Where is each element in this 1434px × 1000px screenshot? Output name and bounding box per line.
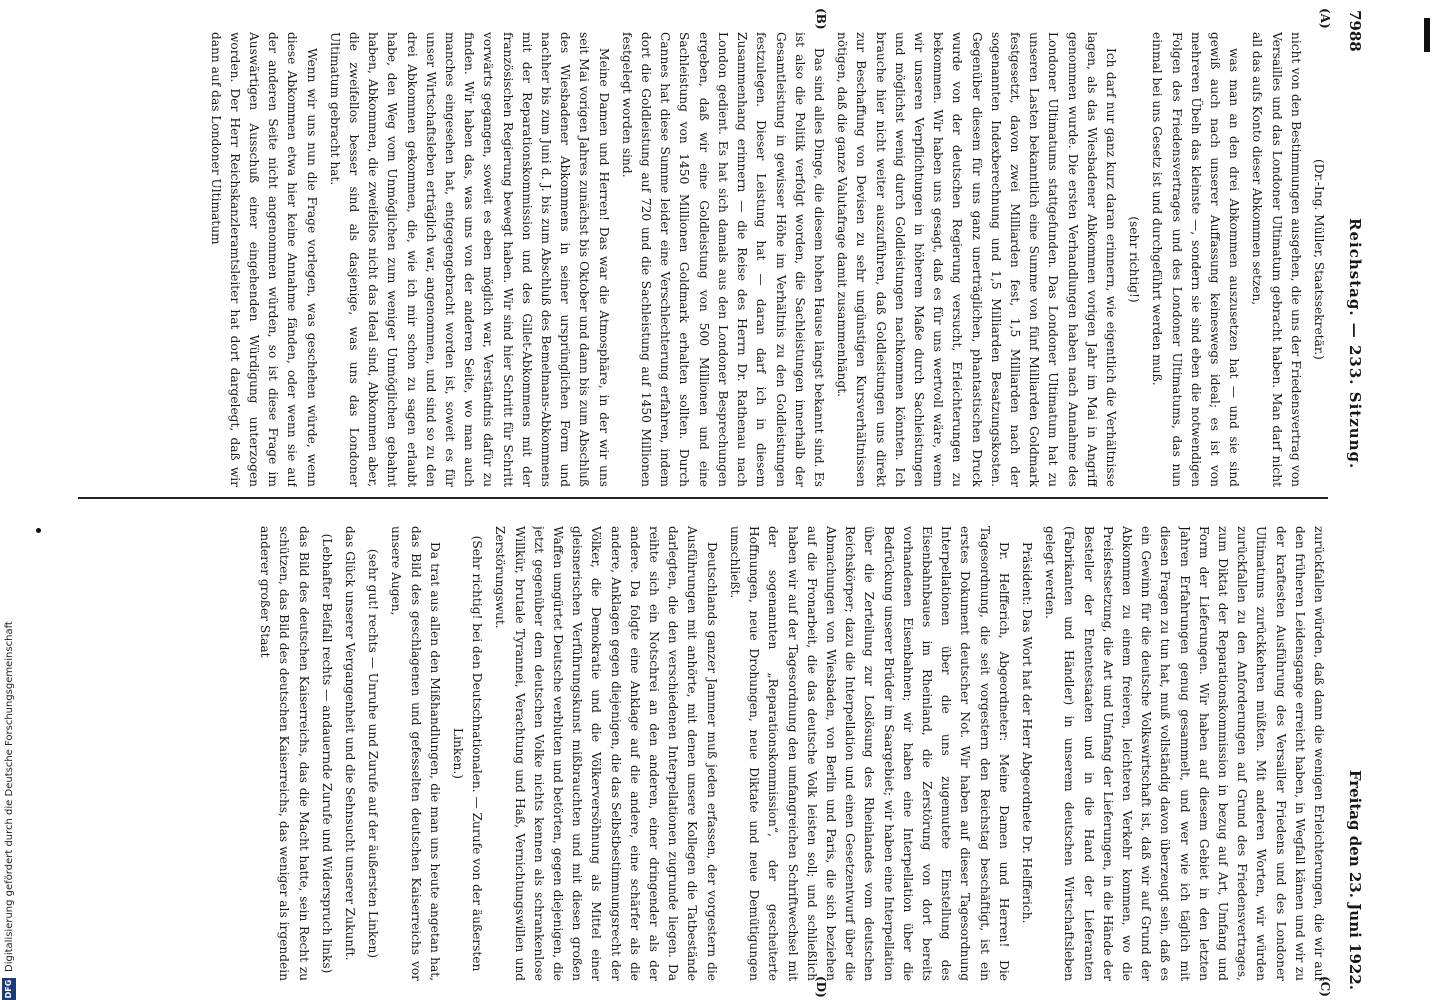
interjection: (Lebhafter Beifall rechts — andauernde Zurufe und Widerspruch links) <box>319 533 334 974</box>
paragraph: nicht von den Bestimmungen ausgehen, die uns der Friedensvertrag von Versailles und das Londoner Ultimatum gebracht haben. Man darf nicht all das aufs Konto dieser Abkommen setzen, <box>1250 32 1303 487</box>
paragraph: Dr. Helfferich, Abgeordneter: Meine Damen und Herren! Die Tagesordnung, die seit vorgestern den Reichstag beschäftigt, ist ein erstes Dokument deutscher Not. Wir haben auf dieser Tagesordnung Interpellationen über die uns zugemutete Einstellung des Eisenbahnbaues im Rheinland, die Zerstörung von dort bereits vorhandenen Eisenbahnen; wir haben eine Interpellation über die Bedrückung unserer Brüder im Saargebiet; wir haben eine Interpellation über die Zerteilung zur Loslösung des Rheinlandes vom deutschen Reichskörper; dazu die Interpellation und einen Gesetzentwurf über die Abmachungen von Wiesbaden, von Berlin und Paris, die sich beziehen auf die Fronarbeit, die das deutsche Volk leisten soll; und schließlich haben wir auf der Tagesordnung den umfangreichen Schriftwechsel mit der sogenannten „Reparationskommission“, der gescheiterte Hoffnungen, neue Drohungen, neue Diktate und neue Demütigungen umschließt. <box>727 526 1011 981</box>
paragraph: was man an den drei Abkommen auszusetzen hat — und sie sind gewiß auch nach unserer Auffassung keineswegs ideal; es ist von mehreren Übeln das kleinste —, sondern sie sind eben die notwendigen Folgen des Friedensvertrages und des Londoner Ultimatums, das nun einmal bei uns Gesetz ist und durchgeführt werden muß. <box>1150 32 1242 487</box>
margin-marker-b: (B) <box>814 8 828 30</box>
paragraph: Das sind alles Dinge, die diesem hohen Hause längst bekannt sind. Es ist also die Politik verfolgt worden, die Sachleistungen innerhalb der Gesamtleistung in gewisser Höhe im Verhältnis zu den Goldleistungen festzulegen. Dieser Leistung hat — daran darf ich in diesem Zusammenhang erinnern — die Reise des Herrn Dr. Rathenau nach London gedient. Es hat sich damals aus den Londoner Besprechungen ergeben, daß wir eine Goldleistung von 500 Millionen und eine Sachleistung von 1450 Millionen Goldmark erhalten sollten. Durch Cannes hat diese Summe leider eine Verschlechterung erfahren, indem dort die Goldleistung auf 720 und die Sachleistung auf 1450 Millionen festgelegt worden sind. <box>619 32 826 487</box>
scan-edge-mark <box>1424 18 1430 52</box>
page-header <box>1340 8 1368 998</box>
interjection: (sehr richtig!) <box>1127 216 1142 303</box>
speaker-tag: (Dr.-Ing. Müller, Staatssekretär.) <box>1312 159 1326 360</box>
dfg-logo: DFG <box>2 978 16 1000</box>
paragraph: Ich darf nur ganz kurz daran erinnern, wie eigentlich die Verhältnisse lagen, als das Wiesbadener Abkommen vorigen Jahr im Mai in Angriff genommen wurde. Die ersten Verhandlungen haben nach Annahme des Londoner Ultimatums stattgefunden. Das Londoner Ultimatum hat zu unseren Lasten bekanntlich eine Summe von fünf Milliarden Goldmark festgesetzt, davon zwei Milliarden fest, 1,5 Milliarden nach der sogenannten Indexberechnung und 1,5 Milliarden Besatzungskosten. Gegenüber diesem für uns ganz unerträglichen, phantastischen Druck wurde von der deutschen Regierung versucht, Erleichterungen zu bekommen. Wir haben uns gesagt, daß es für uns wertvoll wäre, wenn wir unseren Verpflichtungen in höherem Maße durch Sachleistungen und möglichst wenig durch Goldleistungen nachkommen könnten. Ich brauche hier nicht weiter auszuführen, daß Goldleistungen uns direkt zur Beschaffung von Devisen zu sehr ungünstigen Kursverhältnissen nötigen, daß die ganze Valutafrage damit zusammenhängt. <box>835 32 1118 487</box>
interjection: (Sehr richtig! bei den Deutschnationalen. — Zurufe von der äußersten Linken.) <box>451 535 485 972</box>
scan-dot <box>36 528 41 533</box>
interjection: (sehr gut! rechts — Unruhe und Zurufe auf der äußersten Linken) <box>366 548 381 959</box>
right-column <box>68 526 1328 981</box>
paragraph: Meine Damen und Herren! Das war die Atmosphäre, in der wir uns seit Mai vorigen Jahres zunächst bis Oktober und dann bis zum Abschluß des Wiesbadener Abkommens in seiner ursprünglichen Form und nachher bis zum Juni d. J. bis zum Abschluß des Bemelmans-Abkommens mit der Reparationskommission und des Gillet-Abkommens mit der französischen Regierung bewegt haben. Wir sind hier Schritt für Schritt vorwärts gegangen, soweit es eben möglich war, Verständnis dafür zu finden. Wir haben das, was uns von der anderen Seite, wo man auch manches eingesehen hat, entgegengebracht worden ist, soweit es für unser Wirtschaftsleben erträglich war, angenommen, und sind so zu den drei Abkommen gekommen, die, wie ich mir schon zu sagen erlaubt habe, den Weg vom Unmöglichen zum weniger Unmöglichen gebahnt haben, Abkommen, die zweifellos nicht das Ideal sind, Abkommen aber, die zweifellos besser sind als dasjenige, was uns das Londoner Ultimatum gebracht hat. <box>327 32 611 487</box>
margin-marker-d: (D) <box>814 976 828 998</box>
margin-marker-a: (A) <box>1318 8 1332 29</box>
column-divider <box>78 497 1328 499</box>
margin-marker-c: (C) <box>1318 976 1332 997</box>
paragraph: das Bild des deutschen Kaiserreichs, das die Macht hatte, sein Recht zu schützen, das Bild des deutschen Kaiserreichs, das weniger als irgendein anderer großer Staat <box>258 526 311 981</box>
footer-text: Digitalisierung gefördert durch die Deutsche Forschungsgemeinschaft <box>3 621 15 972</box>
paragraph: Deutschlands ganzer Jammer muß jeden erfassen, der vorgestern die Ausführungen mit anhörte, mit denen unsere Kollegen die Tatbestände darlegten, die den verschiedenen Interpellationen zugrunde liegen. Da reihte sich ein Notschrei an den anderen, einer dringender als der andere. Da folgte eine Anklage auf die andere, eine schärfer als die andere, Anklagen gegen diejenigen, die das Selbstbestimmungsrecht der Völker, die Demokratie und die Völkerversöhnung als Mittel einer gleisnerischen Verführungskunst mißbrauchten und mit diesen großen Waffen umgürtet Deutsche verbluten und betörten, gegen diejenigen, die jetzt gegenüber dem deutschen Volke nichts kennen als schrankenlose Willkür, brutale Tyrannei, Verachtung und Haß, Vernichtungswillen und Zerstörungswut. <box>493 526 719 981</box>
footer-credit <box>2 5 16 1000</box>
page-date: Freitag den 23. Juni 1922. <box>1346 769 1364 990</box>
paragraph: das Glück unserer Vergangenheit und die Sehnsucht unserer Zukunft. <box>343 526 358 961</box>
left-column <box>68 32 1328 487</box>
paragraph: Wenn wir uns nun die Frage vorlegen, was geschehen würde, wenn diese Abkommen etwa hier keine Annahme fänden, oder wenn sie auf der anderen Seite nicht angenommen würden, so ist diese Frage im Auswärtigen Ausschuß einer eingehenden Würdigung unterzogen worden. Der Herr Reichskanzleramtsleiter hat dort dargelegt, daß wir dann auf das Londoner Ultimatum <box>208 32 319 487</box>
president-line: Präsident: Das Wort hat der Herr Abgeordnete Dr. Helfferich. <box>1019 542 1034 924</box>
page-title: Reichstag. — 233. Sitzung. <box>1346 218 1364 470</box>
document-page <box>58 8 1368 998</box>
paragraph: zurückfallen würden, daß dann die wenigen Erleichterungen, die wir auf den früheren Leidensgange erreicht haben, in Wegfall kämen und wir zu der kraftesten Ausführung des Versailler Friedens und des Londoner Ultimatums zurückkehren müßten. Mit anderen Worten, wir würden zurückfallen zu den Anforderungen auf Grund des Friedensvertrages, zum Diktat der Reparationskommission in bezug auf Art, Umfang und Form der Lieferungen. Wir haben auf diesem Gebiet in den letzten Jahren Erfahrungen genug gesammelt, und wer wie ich täglich mit diesen Fragen zu tun hat, muß vollständig davon überzeugt sein, daß es ein Gewinn für die deutsche Volkswirtschaft ist, daß wir auf Grund der Abkommen zu einem freieren, leichteren Verkehr kommen, wo die Preisfestsetzung, die Art und Umfang der Lieferungen, in die Hände der Besteller der Ententestaaten und in die Hand der Lieferanten (Fabrikanten und Händler) in unserem deutschen Wirtschaftsleben gelegt werden. <box>1043 526 1326 981</box>
page-number: 7988 <box>1346 10 1364 52</box>
paragraph: Da trat aus allen den Mißhandlungen, die man uns heute angetan hat, das Bild des geschlagenen und gefesselten deutschen Kaiserreichs vor unsere Augen, <box>389 526 442 981</box>
